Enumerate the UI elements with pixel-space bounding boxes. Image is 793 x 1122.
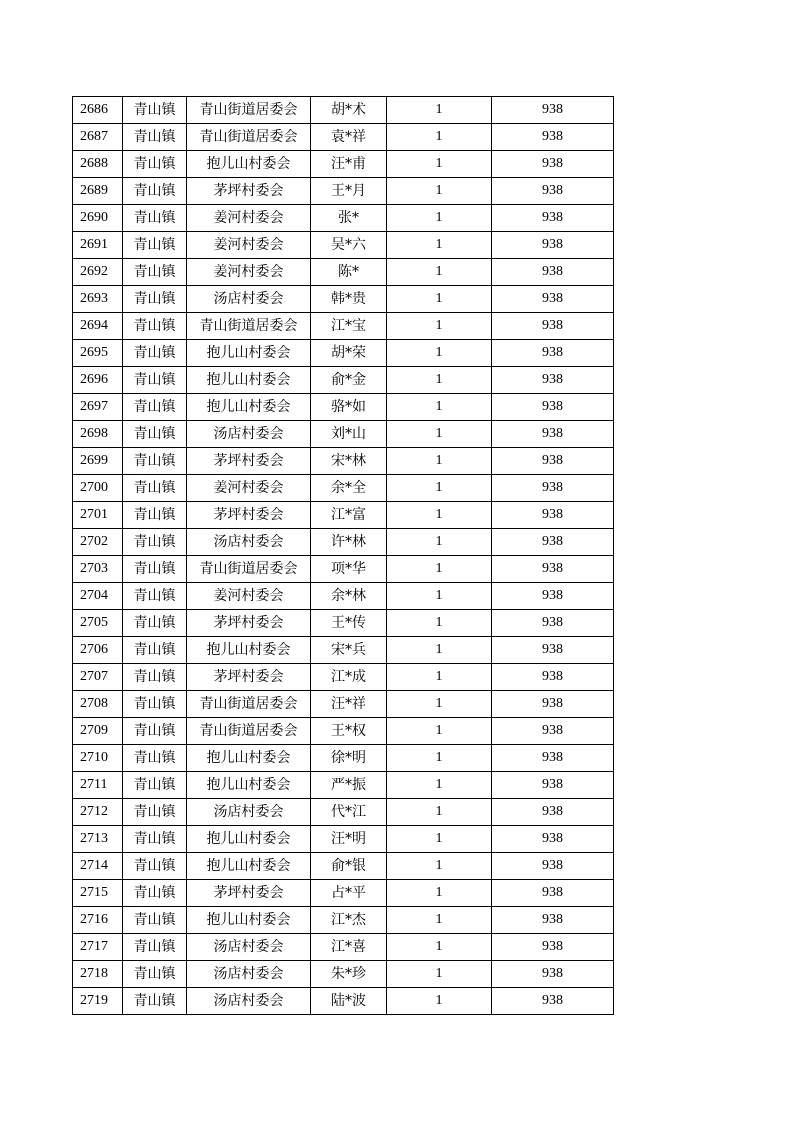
village-committee-cell: 抱儿山村委会 [187,151,311,178]
person-name-cell: 余*林 [311,583,387,610]
count-cell: 1 [387,556,492,583]
village-committee-cell: 姜河村委会 [187,475,311,502]
town-cell: 青山镇 [123,637,187,664]
serial-number-cell: 2693 [73,286,123,313]
table-row [73,583,614,610]
person-name-cell: 吴*六 [311,232,387,259]
town-cell: 青山镇 [123,97,187,124]
village-committee-cell: 汤店村委会 [187,799,311,826]
village-committee-cell: 茅坪村委会 [187,610,311,637]
count-cell: 1 [387,340,492,367]
serial-number-cell: 2711 [73,772,123,799]
count-cell: 1 [387,799,492,826]
count-cell: 1 [387,853,492,880]
amount-cell: 938 [492,610,614,637]
amount-cell: 938 [492,583,614,610]
serial-number-cell: 2689 [73,178,123,205]
amount-cell: 938 [492,907,614,934]
serial-number-cell: 2707 [73,664,123,691]
serial-number-cell: 2698 [73,421,123,448]
town-cell: 青山镇 [123,934,187,961]
count-cell: 1 [387,232,492,259]
village-committee-cell: 姜河村委会 [187,583,311,610]
person-name-cell: 汪*甫 [311,151,387,178]
count-cell: 1 [387,907,492,934]
amount-cell: 938 [492,205,614,232]
table-row [73,421,614,448]
count-cell: 1 [387,664,492,691]
serial-number-cell: 2717 [73,934,123,961]
village-committee-cell: 青山街道居委会 [187,718,311,745]
amount-cell: 938 [492,799,614,826]
village-committee-cell: 汤店村委会 [187,286,311,313]
village-committee-cell: 汤店村委会 [187,421,311,448]
serial-number-cell: 2688 [73,151,123,178]
table-row [73,313,614,340]
amount-cell: 938 [492,637,614,664]
table-row [73,718,614,745]
village-committee-cell: 抱儿山村委会 [187,907,311,934]
village-committee-cell: 抱儿山村委会 [187,340,311,367]
village-committee-cell: 茅坪村委会 [187,448,311,475]
amount-cell: 938 [492,124,614,151]
town-cell: 青山镇 [123,286,187,313]
serial-number-cell: 2705 [73,610,123,637]
roster-table-body [73,97,614,1015]
count-cell: 1 [387,124,492,151]
table-row [73,259,614,286]
person-name-cell: 朱*珍 [311,961,387,988]
count-cell: 1 [387,880,492,907]
person-name-cell: 余*全 [311,475,387,502]
person-name-cell: 陆*波 [311,988,387,1015]
person-name-cell: 占*平 [311,880,387,907]
town-cell: 青山镇 [123,610,187,637]
person-name-cell: 许*林 [311,529,387,556]
table-row [73,340,614,367]
town-cell: 青山镇 [123,394,187,421]
amount-cell: 938 [492,286,614,313]
serial-number-cell: 2690 [73,205,123,232]
serial-number-cell: 2703 [73,556,123,583]
town-cell: 青山镇 [123,583,187,610]
serial-number-cell: 2712 [73,799,123,826]
amount-cell: 938 [492,448,614,475]
amount-cell: 938 [492,934,614,961]
town-cell: 青山镇 [123,853,187,880]
town-cell: 青山镇 [123,664,187,691]
village-committee-cell: 汤店村委会 [187,934,311,961]
village-committee-cell: 茅坪村委会 [187,502,311,529]
town-cell: 青山镇 [123,745,187,772]
table-row [73,556,614,583]
serial-number-cell: 2714 [73,853,123,880]
person-name-cell: 胡*荣 [311,340,387,367]
amount-cell: 938 [492,367,614,394]
table-row [73,961,614,988]
serial-number-cell: 2687 [73,124,123,151]
count-cell: 1 [387,826,492,853]
table-row [73,394,614,421]
serial-number-cell: 2715 [73,880,123,907]
table-row [73,502,614,529]
person-name-cell: 宋*兵 [311,637,387,664]
town-cell: 青山镇 [123,178,187,205]
person-name-cell: 王*权 [311,718,387,745]
person-name-cell: 骆*如 [311,394,387,421]
village-committee-cell: 姜河村委会 [187,259,311,286]
serial-number-cell: 2694 [73,313,123,340]
serial-number-cell: 2692 [73,259,123,286]
town-cell: 青山镇 [123,880,187,907]
count-cell: 1 [387,178,492,205]
table-row [73,691,614,718]
count-cell: 1 [387,961,492,988]
amount-cell: 938 [492,772,614,799]
person-name-cell: 代*江 [311,799,387,826]
town-cell: 青山镇 [123,124,187,151]
count-cell: 1 [387,583,492,610]
serial-number-cell: 2716 [73,907,123,934]
town-cell: 青山镇 [123,340,187,367]
town-cell: 青山镇 [123,313,187,340]
amount-cell: 938 [492,961,614,988]
amount-cell: 938 [492,475,614,502]
village-committee-cell: 汤店村委会 [187,529,311,556]
table-row [73,178,614,205]
town-cell: 青山镇 [123,259,187,286]
town-cell: 青山镇 [123,691,187,718]
serial-number-cell: 2708 [73,691,123,718]
person-name-cell: 汪*祥 [311,691,387,718]
person-name-cell: 江*杰 [311,907,387,934]
town-cell: 青山镇 [123,772,187,799]
amount-cell: 938 [492,826,614,853]
person-name-cell: 韩*贵 [311,286,387,313]
town-cell: 青山镇 [123,232,187,259]
village-committee-cell: 抱儿山村委会 [187,853,311,880]
count-cell: 1 [387,718,492,745]
village-committee-cell: 青山街道居委会 [187,124,311,151]
amount-cell: 938 [492,880,614,907]
town-cell: 青山镇 [123,448,187,475]
village-committee-cell: 青山街道居委会 [187,97,311,124]
count-cell: 1 [387,934,492,961]
person-name-cell: 徐*明 [311,745,387,772]
table-row [73,529,614,556]
table-row [73,124,614,151]
amount-cell: 938 [492,691,614,718]
count-cell: 1 [387,448,492,475]
serial-number-cell: 2709 [73,718,123,745]
amount-cell: 938 [492,502,614,529]
table-row [73,799,614,826]
table-row [73,205,614,232]
person-name-cell: 江*富 [311,502,387,529]
serial-number-cell: 2691 [73,232,123,259]
serial-number-cell: 2697 [73,394,123,421]
amount-cell: 938 [492,340,614,367]
amount-cell: 938 [492,394,614,421]
serial-number-cell: 2719 [73,988,123,1015]
person-name-cell: 俞*银 [311,853,387,880]
village-committee-cell: 青山街道居委会 [187,313,311,340]
count-cell: 1 [387,394,492,421]
amount-cell: 938 [492,745,614,772]
amount-cell: 938 [492,151,614,178]
town-cell: 青山镇 [123,556,187,583]
person-name-cell: 宋*林 [311,448,387,475]
person-name-cell: 项*华 [311,556,387,583]
count-cell: 1 [387,691,492,718]
table-row [73,988,614,1015]
town-cell: 青山镇 [123,988,187,1015]
serial-number-cell: 2713 [73,826,123,853]
village-committee-cell: 抱儿山村委会 [187,367,311,394]
village-committee-cell: 抱儿山村委会 [187,826,311,853]
serial-number-cell: 2699 [73,448,123,475]
person-name-cell: 江*宝 [311,313,387,340]
serial-number-cell: 2706 [73,637,123,664]
table-row [73,772,614,799]
count-cell: 1 [387,421,492,448]
village-committee-cell: 茅坪村委会 [187,880,311,907]
amount-cell: 938 [492,178,614,205]
table-row [73,907,614,934]
village-committee-cell: 茅坪村委会 [187,664,311,691]
amount-cell: 938 [492,97,614,124]
table-row [73,151,614,178]
person-name-cell: 严*振 [311,772,387,799]
table-row [73,745,614,772]
person-name-cell: 汪*明 [311,826,387,853]
amount-cell: 938 [492,313,614,340]
amount-cell: 938 [492,853,614,880]
village-committee-cell: 姜河村委会 [187,232,311,259]
count-cell: 1 [387,151,492,178]
count-cell: 1 [387,610,492,637]
person-name-cell: 江*成 [311,664,387,691]
village-committee-cell: 茅坪村委会 [187,178,311,205]
table-row [73,448,614,475]
village-committee-cell: 青山街道居委会 [187,691,311,718]
count-cell: 1 [387,205,492,232]
count-cell: 1 [387,97,492,124]
table-row [73,610,614,637]
village-committee-cell: 抱儿山村委会 [187,637,311,664]
town-cell: 青山镇 [123,151,187,178]
amount-cell: 938 [492,232,614,259]
town-cell: 青山镇 [123,421,187,448]
person-name-cell: 王*传 [311,610,387,637]
village-committee-cell: 抱儿山村委会 [187,745,311,772]
table-row [73,232,614,259]
table-row [73,826,614,853]
town-cell: 青山镇 [123,475,187,502]
village-committee-cell: 汤店村委会 [187,961,311,988]
table-row [73,475,614,502]
village-committee-cell: 姜河村委会 [187,205,311,232]
town-cell: 青山镇 [123,799,187,826]
amount-cell: 938 [492,529,614,556]
village-committee-cell: 汤店村委会 [187,988,311,1015]
count-cell: 1 [387,772,492,799]
count-cell: 1 [387,367,492,394]
person-name-cell: 江*喜 [311,934,387,961]
serial-number-cell: 2701 [73,502,123,529]
table-row [73,853,614,880]
count-cell: 1 [387,475,492,502]
town-cell: 青山镇 [123,907,187,934]
person-name-cell: 俞*金 [311,367,387,394]
amount-cell: 938 [492,421,614,448]
table-row [73,664,614,691]
table-row [73,97,614,124]
table-row [73,637,614,664]
count-cell: 1 [387,286,492,313]
serial-number-cell: 2696 [73,367,123,394]
serial-number-cell: 2695 [73,340,123,367]
amount-cell: 938 [492,259,614,286]
table-row [73,367,614,394]
person-name-cell: 张* [311,205,387,232]
town-cell: 青山镇 [123,205,187,232]
serial-number-cell: 2702 [73,529,123,556]
town-cell: 青山镇 [123,718,187,745]
count-cell: 1 [387,313,492,340]
person-name-cell: 王*月 [311,178,387,205]
table-row [73,286,614,313]
person-name-cell: 胡*术 [311,97,387,124]
village-committee-cell: 抱儿山村委会 [187,772,311,799]
town-cell: 青山镇 [123,826,187,853]
count-cell: 1 [387,259,492,286]
town-cell: 青山镇 [123,961,187,988]
serial-number-cell: 2704 [73,583,123,610]
amount-cell: 938 [492,718,614,745]
count-cell: 1 [387,529,492,556]
person-name-cell: 陈* [311,259,387,286]
table-row [73,934,614,961]
amount-cell: 938 [492,556,614,583]
town-cell: 青山镇 [123,367,187,394]
count-cell: 1 [387,502,492,529]
serial-number-cell: 2700 [73,475,123,502]
table-row [73,880,614,907]
count-cell: 1 [387,745,492,772]
village-committee-cell: 抱儿山村委会 [187,394,311,421]
count-cell: 1 [387,988,492,1015]
person-name-cell: 刘*山 [311,421,387,448]
amount-cell: 938 [492,988,614,1015]
serial-number-cell: 2710 [73,745,123,772]
count-cell: 1 [387,637,492,664]
amount-cell: 938 [492,664,614,691]
serial-number-cell: 2686 [73,97,123,124]
town-cell: 青山镇 [123,502,187,529]
town-cell: 青山镇 [123,529,187,556]
person-name-cell: 袁*祥 [311,124,387,151]
roster-table [72,96,614,1015]
serial-number-cell: 2718 [73,961,123,988]
village-committee-cell: 青山街道居委会 [187,556,311,583]
